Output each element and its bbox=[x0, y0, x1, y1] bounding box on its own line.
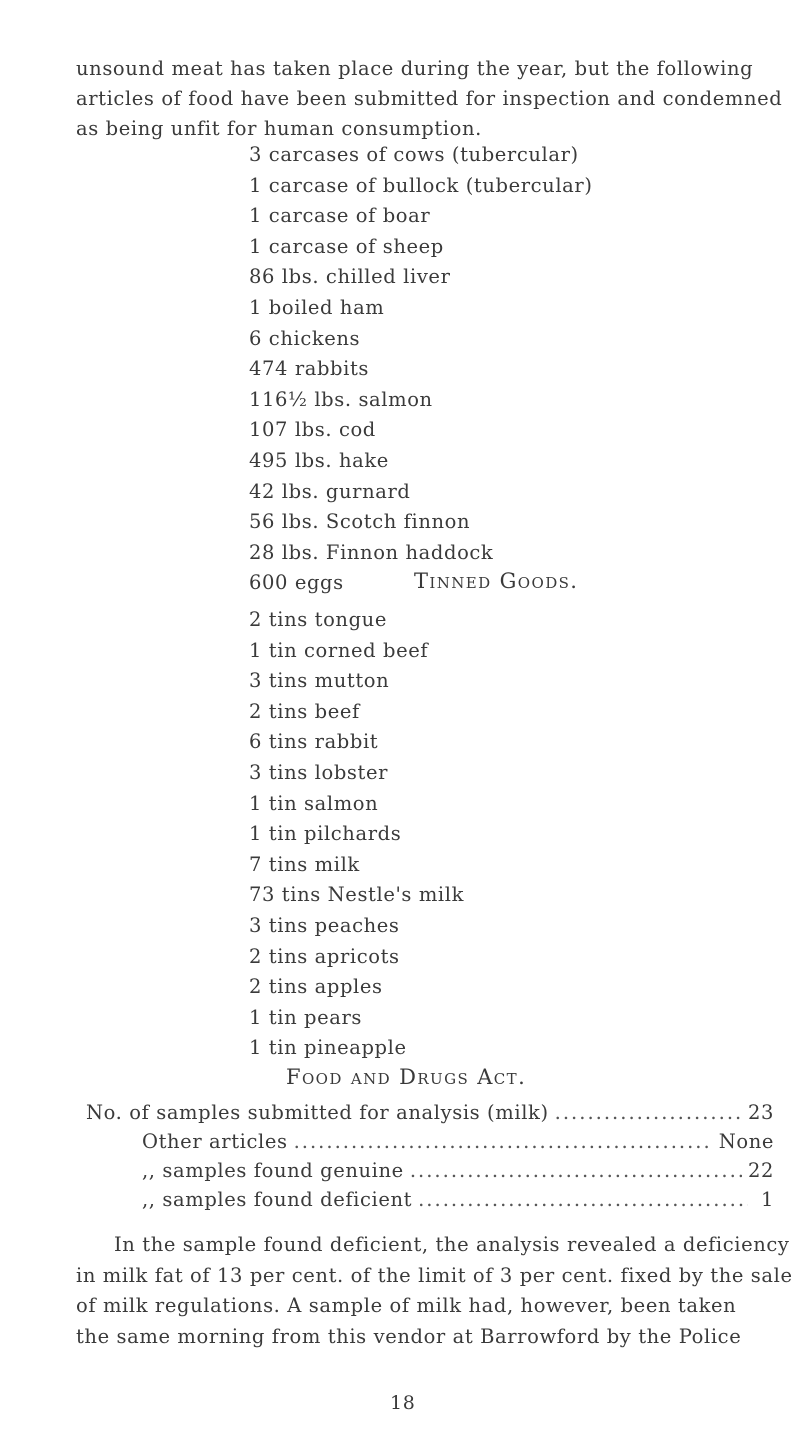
list-item: 6 chickens bbox=[249, 326, 361, 350]
list-item: 495 lbs. hake bbox=[249, 448, 389, 472]
intro-paragraph bbox=[76, 54, 783, 144]
list-item: 1 tin pilchards bbox=[249, 822, 402, 846]
intro-line: unsound meat has taken place during the year, but the following bbox=[76, 57, 754, 80]
row-value: 1 bbox=[760, 1188, 774, 1211]
row-label: No. of samples submitted for analysis (milk) bbox=[86, 1101, 549, 1124]
list-item: 1 carcase of sheep bbox=[249, 234, 444, 258]
dot-leader bbox=[294, 1127, 713, 1156]
list-item: 1 tin pears bbox=[249, 1005, 363, 1029]
paragraph-line: the same morning from this vendor at Barrowford by the Police bbox=[76, 1324, 742, 1348]
condemned-items-list bbox=[249, 140, 593, 599]
food-drugs-act-heading: Food and Drugs Act. bbox=[286, 1065, 527, 1089]
list-item: 3 tins peaches bbox=[249, 913, 400, 937]
row-value: 22 bbox=[747, 1159, 774, 1182]
list-item: 600 eggs bbox=[249, 571, 344, 595]
list-item: 474 rabbits bbox=[249, 357, 370, 381]
tinned-goods-heading: Tinned Goods. bbox=[414, 569, 579, 593]
list-item: 86 lbs. chilled liver bbox=[249, 265, 451, 289]
row-value: None bbox=[718, 1130, 774, 1153]
row-value: 23 bbox=[747, 1101, 774, 1124]
list-item: 1 tin pineapple bbox=[249, 1036, 407, 1060]
intro-line: as being unfit for human consumption. bbox=[76, 117, 482, 140]
dot-leader bbox=[410, 1156, 742, 1185]
list-item: 2 tins beef bbox=[249, 699, 360, 723]
intro-line: articles of food have been submitted for inspection and condemned bbox=[76, 87, 783, 110]
list-item: 3 carcases of cows (tubercular) bbox=[249, 143, 579, 166]
list-item: 1 carcase of boar bbox=[249, 204, 431, 228]
dot-leader bbox=[418, 1185, 748, 1214]
list-item: 6 tins rabbit bbox=[249, 730, 379, 754]
list-item: 107 lbs. cod bbox=[249, 418, 376, 442]
list-item: 73 tins Nestle's milk bbox=[249, 883, 465, 907]
list-item: 2 tins apples bbox=[249, 975, 383, 999]
list-item: 116½ lbs. salmon bbox=[249, 387, 433, 411]
list-item: 56 lbs. Scotch finnon bbox=[249, 510, 471, 534]
tinned-items-list bbox=[249, 605, 464, 1064]
list-item: 28 lbs. Finnon haddock bbox=[249, 540, 494, 564]
list-item: 1 tin salmon bbox=[249, 791, 379, 815]
paragraph-line: In the sample found deficient, the analysis revealed a deficiency bbox=[114, 1233, 790, 1256]
closing-paragraph bbox=[76, 1230, 793, 1352]
page-number: 18 bbox=[390, 1392, 416, 1414]
table-row bbox=[86, 1098, 774, 1127]
dot-leader bbox=[555, 1098, 742, 1127]
table-row bbox=[86, 1127, 774, 1156]
list-item: 2 tins tongue bbox=[249, 608, 387, 631]
row-label: Other articles bbox=[142, 1130, 288, 1153]
table-row bbox=[86, 1185, 774, 1214]
list-item: 2 tins apricots bbox=[249, 944, 400, 968]
paragraph-line: of milk regulations. A sample of milk had, however, been taken bbox=[76, 1294, 737, 1317]
table-row bbox=[86, 1156, 774, 1185]
list-item: 7 tins milk bbox=[249, 852, 360, 876]
row-label: ,, samples found genuine bbox=[142, 1159, 404, 1182]
samples-table bbox=[86, 1098, 774, 1214]
paragraph-line: in milk fat of 13 per cent. of the limit of 3 per cent. fixed by the sale bbox=[76, 1263, 793, 1287]
list-item: 1 tin corned beef bbox=[249, 638, 429, 662]
list-item: 1 carcase of bullock (tubercular) bbox=[249, 173, 593, 197]
list-item: 42 lbs. gurnard bbox=[249, 479, 411, 503]
list-item: 3 tins lobster bbox=[249, 760, 389, 784]
list-item: 3 tins mutton bbox=[249, 669, 390, 693]
row-label: ,, samples found deficient bbox=[142, 1188, 413, 1211]
list-item: 1 boiled ham bbox=[249, 295, 385, 319]
